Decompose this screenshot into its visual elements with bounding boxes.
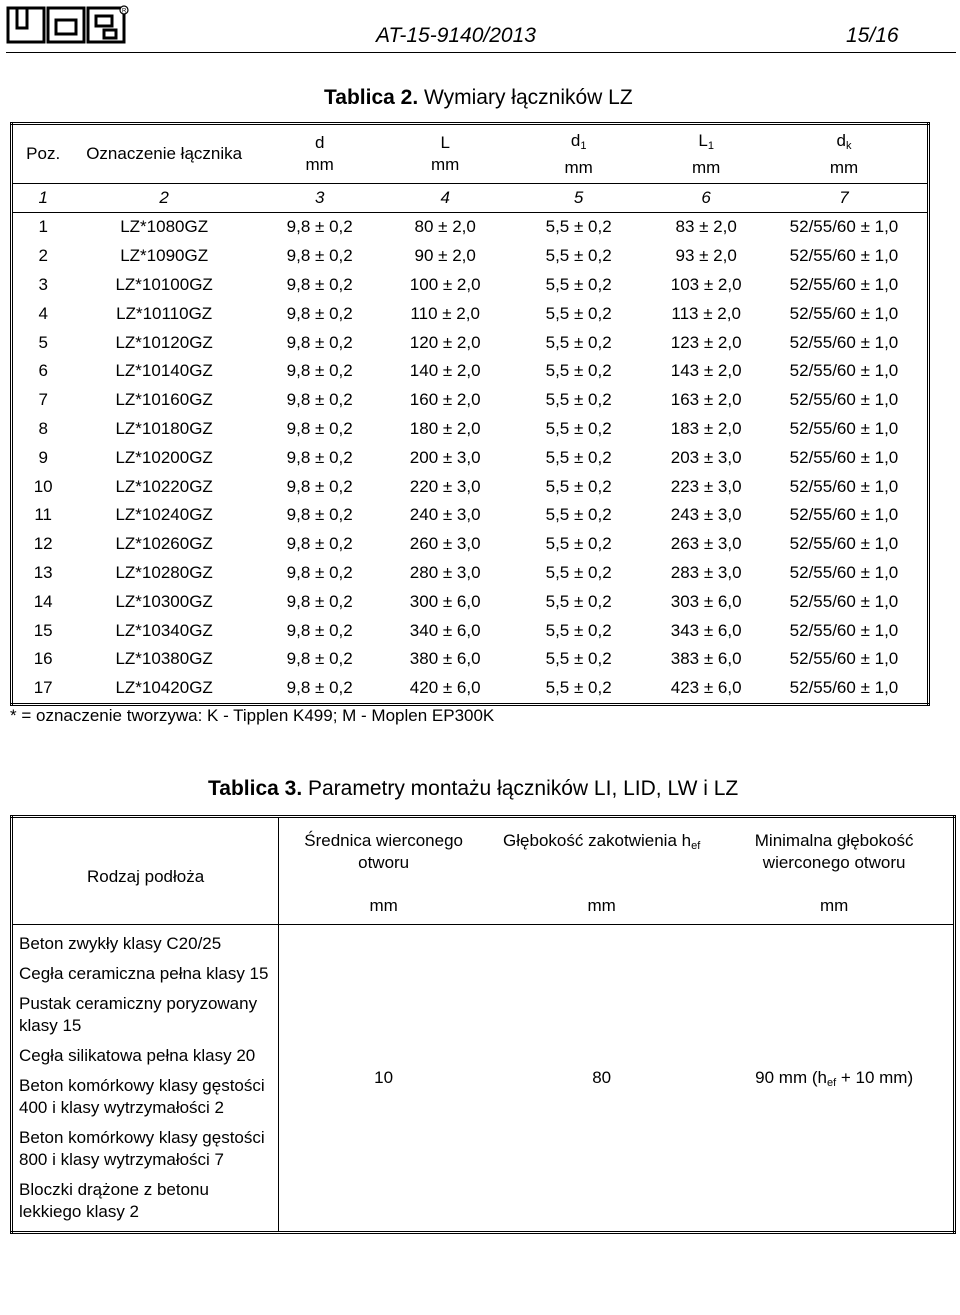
cell-oznaczenie: LZ*10380GZ: [115, 649, 213, 669]
value-min: 90 mm ($h_{ef} + 10$ mm): [755, 1067, 914, 1089]
col-number: 2: [73, 184, 255, 213]
table3-caption: Tablica 3. Parametry montażu łączników LI, LID, LW i LZ: [208, 777, 739, 800]
cell-L1: 103 ± 2,0: [670, 274, 742, 294]
cell-L: 420 ± 6,0: [409, 678, 481, 698]
table2-body: [12, 213, 929, 705]
cell-d: 9,8 ± 0,2: [286, 418, 353, 438]
cell-dk: 52/55/60 ± 1,0: [789, 678, 899, 698]
cell-d: 9,8 ± 0,2: [286, 591, 353, 611]
table2-column-numbers: [12, 184, 929, 213]
cell-L: 300 ± 6,0: [409, 591, 481, 611]
col-number: 3: [255, 184, 384, 213]
cell-poz: 10: [33, 476, 53, 496]
cell-poz: 15: [33, 620, 53, 640]
table3-header-row: [12, 817, 955, 897]
cell-d1: 5,5 ± 0,2: [545, 649, 612, 669]
cell-L1: 303 ± 6,0: [670, 591, 742, 611]
cell-poz: 16: [33, 649, 53, 669]
cell-poz: 3: [38, 274, 48, 294]
table-row: [12, 328, 929, 357]
table-row: [12, 472, 929, 501]
cell-oznaczenie: LZ*10100GZ: [115, 274, 213, 294]
cell-oznaczenie: LZ*10300GZ: [115, 591, 213, 611]
itb-logo: [6, 4, 130, 46]
cell-d1: 5,5 ± 0,2: [545, 620, 612, 640]
cell-oznaczenie: LZ*10200GZ: [115, 447, 213, 467]
table-row: [12, 213, 929, 242]
cell-oznaczenie: LZ*10120GZ: [115, 332, 213, 352]
cell-L: 100 ± 2,0: [409, 274, 481, 294]
cell-d: 9,8 ± 0,2: [286, 246, 353, 266]
cell-d1: 5,5 ± 0,2: [545, 447, 612, 467]
table-row: [12, 357, 929, 386]
cell-L: 110 ± 2,0: [410, 303, 480, 323]
table-row: [12, 271, 929, 300]
cell-d: 9,8 ± 0,2: [286, 274, 353, 294]
cell-dk: 52/55/60 ± 1,0: [789, 246, 899, 266]
cell-dk: 52/55/60 ± 1,0: [789, 534, 899, 554]
substrate-item: Beton zwykły klasy C20/25: [19, 934, 222, 953]
cell-L1: 93 ± 2,0: [675, 246, 737, 266]
cell-dk: 52/55/60 ± 1,0: [789, 217, 899, 237]
cell-d: 9,8 ± 0,2: [286, 361, 353, 381]
cell-L1: 113 ± 2,0: [671, 303, 741, 323]
col-number: 7: [761, 184, 929, 213]
cell-L: 90 ± 2,0: [414, 246, 476, 266]
header-L1: $L_1$ mm: [651, 124, 761, 184]
substrate-item: Beton komórkowy klasy gęstości 800 i klasy wytrzymałości 7: [19, 1128, 265, 1169]
cell-d1: 5,5 ± 0,2: [545, 217, 612, 237]
cell-L: 240 ± 3,0: [409, 505, 481, 525]
svg-text:R: R: [122, 8, 127, 15]
cell-oznaczenie: LZ*10220GZ: [115, 476, 213, 496]
cell-d1: 5,5 ± 0,2: [545, 476, 612, 496]
cell-L1: 163 ± 2,0: [670, 390, 742, 410]
value-srednica: 10: [374, 1068, 394, 1087]
cell-d: 9,8 ± 0,2: [286, 649, 353, 669]
table2-footnote: * = oznaczenie tworzywa: K - Tipplen K499; M - Moplen EP300K: [10, 706, 495, 725]
cell-L1: 243 ± 3,0: [670, 505, 742, 525]
col-number: 5: [506, 184, 651, 213]
cell-poz: 6: [38, 361, 48, 381]
cell-poz: 8: [38, 418, 48, 438]
cell-d1: 5,5 ± 0,2: [545, 246, 612, 266]
cell-L1: 343 ± 6,0: [670, 620, 742, 640]
cell-L: 80 ± 2,0: [414, 217, 476, 237]
cell-d1: 5,5 ± 0,2: [545, 418, 612, 438]
cell-oznaczenie: LZ*10280GZ: [115, 562, 213, 582]
cell-d: 9,8 ± 0,2: [286, 534, 353, 554]
cell-d: 9,8 ± 0,2: [286, 505, 353, 525]
cell-d: 9,8 ± 0,2: [286, 303, 353, 323]
substrate-item: Beton komórkowy klasy gęstości 400 i klasy wytrzymałości 2: [19, 1076, 265, 1117]
cell-oznaczenie: LZ*10420GZ: [115, 678, 213, 698]
cell-poz: 14: [33, 591, 53, 611]
table2-dimensions: [10, 122, 930, 706]
cell-L1: 283 ± 3,0: [670, 562, 742, 582]
cell-poz: 17: [33, 678, 53, 698]
cell-poz: 13: [33, 562, 53, 582]
substrate-list: [12, 925, 279, 1233]
cell-L1: 183 ± 2,0: [670, 418, 742, 438]
unit-min: mm: [715, 896, 954, 925]
cell-L1: 203 ± 3,0: [670, 447, 742, 467]
cell-dk: 52/55/60 ± 1,0: [789, 562, 899, 582]
cell-L: 200 ± 3,0: [409, 447, 481, 467]
cell-L1: 83 ± 2,0: [675, 217, 737, 237]
cell-poz: 12: [33, 534, 53, 554]
cell-d1: 5,5 ± 0,2: [545, 303, 612, 323]
cell-d1: 5,5 ± 0,2: [545, 534, 612, 554]
cell-dk: 52/55/60 ± 1,0: [789, 418, 899, 438]
document-id: AT-15-9140/2013: [376, 24, 536, 47]
substrate-item: Cegła silikatowa pełna klasy 20: [19, 1046, 256, 1065]
cell-poz: 9: [38, 447, 48, 467]
substrate-item: Pustak ceramiczny poryzowany klasy 15: [19, 994, 258, 1035]
cell-L1: 383 ± 6,0: [670, 649, 742, 669]
cell-L: 380 ± 6,0: [409, 649, 481, 669]
table-row: [12, 530, 929, 559]
cell-d1: 5,5 ± 0,2: [545, 274, 612, 294]
cell-oznaczenie: LZ*1080GZ: [120, 217, 209, 237]
cell-L1: 123 ± 2,0: [670, 332, 742, 352]
table-row: [12, 645, 929, 674]
cell-L: 280 ± 3,0: [409, 562, 481, 582]
header-L: L mm: [384, 124, 506, 184]
cell-L1: 143 ± 2,0: [670, 361, 742, 381]
table-row: [12, 501, 929, 530]
cell-L: 260 ± 3,0: [409, 534, 481, 554]
cell-dk: 52/55/60 ± 1,0: [789, 505, 899, 525]
cell-oznaczenie: LZ*10340GZ: [115, 620, 213, 640]
cell-oznaczenie: LZ*10260GZ: [115, 534, 213, 554]
cell-L: 160 ± 2,0: [409, 390, 481, 410]
table-row: [12, 674, 929, 704]
cell-d: 9,8 ± 0,2: [286, 390, 353, 410]
header-dk: $d_k$ mm: [761, 124, 929, 184]
cell-L1: 223 ± 3,0: [670, 476, 742, 496]
header-glebokosc: Głębokość zakotwienia $h_{ef}$: [503, 831, 701, 852]
table2-header-row: [12, 124, 929, 184]
cell-poz: 7: [38, 390, 48, 410]
header-divider: [6, 52, 956, 53]
cell-d: 9,8 ± 0,2: [286, 217, 353, 237]
cell-L1: 423 ± 6,0: [670, 678, 742, 698]
table-row: [12, 616, 929, 645]
cell-d: 9,8 ± 0,2: [286, 332, 353, 352]
substrate-item: Bloczki drążone z betonu lekkiego klasy 2: [19, 1180, 209, 1221]
cell-dk: 52/55/60 ± 1,0: [789, 274, 899, 294]
col-number: 6: [651, 184, 761, 213]
cell-L: 140 ± 2,0: [409, 361, 481, 381]
cell-poz: 11: [34, 505, 52, 525]
unit-glebokosc: mm: [488, 896, 715, 925]
cell-d: 9,8 ± 0,2: [286, 562, 353, 582]
cell-d1: 5,5 ± 0,2: [545, 591, 612, 611]
cell-poz: 5: [38, 332, 48, 352]
cell-oznaczenie: LZ*10110GZ: [116, 303, 213, 323]
cell-d: 9,8 ± 0,2: [286, 678, 353, 698]
cell-L: 220 ± 3,0: [409, 476, 481, 496]
header-d: d mm: [255, 124, 384, 184]
cell-oznaczenie: LZ*1090GZ: [120, 246, 209, 266]
table-row: [12, 559, 929, 588]
cell-d1: 5,5 ± 0,2: [545, 678, 612, 698]
header-d1: $d_1$ mm: [506, 124, 651, 184]
col-number: 4: [384, 184, 506, 213]
table-row: [12, 386, 929, 415]
table-row: [12, 242, 929, 271]
substrate-item: Cegła ceramiczna pełna klasy 15: [19, 964, 269, 983]
cell-dk: 52/55/60 ± 1,0: [789, 649, 899, 669]
cell-d: 9,8 ± 0,2: [286, 447, 353, 467]
header-min: Minimalna głębokość wierconego otworu: [754, 831, 914, 872]
cell-L: 180 ± 2,0: [409, 418, 481, 438]
table-row: [12, 443, 929, 472]
cell-oznaczenie: LZ*10180GZ: [115, 418, 213, 438]
table2-caption: Tablica 2. Wymiary łączników LZ: [324, 86, 633, 109]
page-number: 15/16: [846, 24, 899, 47]
table3-mounting-parameters: [10, 815, 956, 1234]
cell-d: 9,8 ± 0,2: [286, 476, 353, 496]
table-row: [12, 299, 929, 328]
cell-d1: 5,5 ± 0,2: [545, 562, 612, 582]
col-number: 1: [12, 184, 74, 213]
unit-srednica: mm: [279, 896, 488, 925]
cell-dk: 52/55/60 ± 1,0: [789, 390, 899, 410]
table-row: [12, 415, 929, 444]
table3-body-row: [12, 925, 955, 1233]
cell-dk: 52/55/60 ± 1,0: [789, 476, 899, 496]
cell-poz: 2: [38, 246, 48, 266]
cell-dk: 52/55/60 ± 1,0: [789, 303, 899, 323]
cell-poz: 1: [38, 217, 48, 237]
header-srednica: Średnica wierconego otworu: [304, 831, 463, 872]
cell-L1: 263 ± 3,0: [670, 534, 742, 554]
cell-oznaczenie: LZ*10240GZ: [115, 505, 213, 525]
header-rodzaj: Rodzaj podłoża: [12, 817, 279, 925]
cell-dk: 52/55/60 ± 1,0: [789, 332, 899, 352]
cell-dk: 52/55/60 ± 1,0: [789, 447, 899, 467]
cell-oznaczenie: LZ*10160GZ: [115, 390, 213, 410]
cell-dk: 52/55/60 ± 1,0: [789, 620, 899, 640]
cell-oznaczenie: LZ*10140GZ: [115, 361, 213, 381]
cell-dk: 52/55/60 ± 1,0: [789, 591, 899, 611]
cell-d1: 5,5 ± 0,2: [545, 361, 612, 381]
cell-d1: 5,5 ± 0,2: [545, 332, 612, 352]
header-poz: Poz.: [12, 124, 74, 184]
cell-d1: 5,5 ± 0,2: [545, 390, 612, 410]
table-row: [12, 587, 929, 616]
header-oznaczenie: Oznaczenie łącznika: [73, 124, 255, 184]
cell-d1: 5,5 ± 0,2: [545, 505, 612, 525]
cell-L: 120 ± 2,0: [409, 332, 481, 352]
cell-L: 340 ± 6,0: [409, 620, 481, 640]
cell-dk: 52/55/60 ± 1,0: [789, 361, 899, 381]
cell-d: 9,8 ± 0,2: [286, 620, 353, 640]
value-glebokosc: 80: [592, 1068, 612, 1087]
cell-poz: 4: [38, 303, 48, 323]
